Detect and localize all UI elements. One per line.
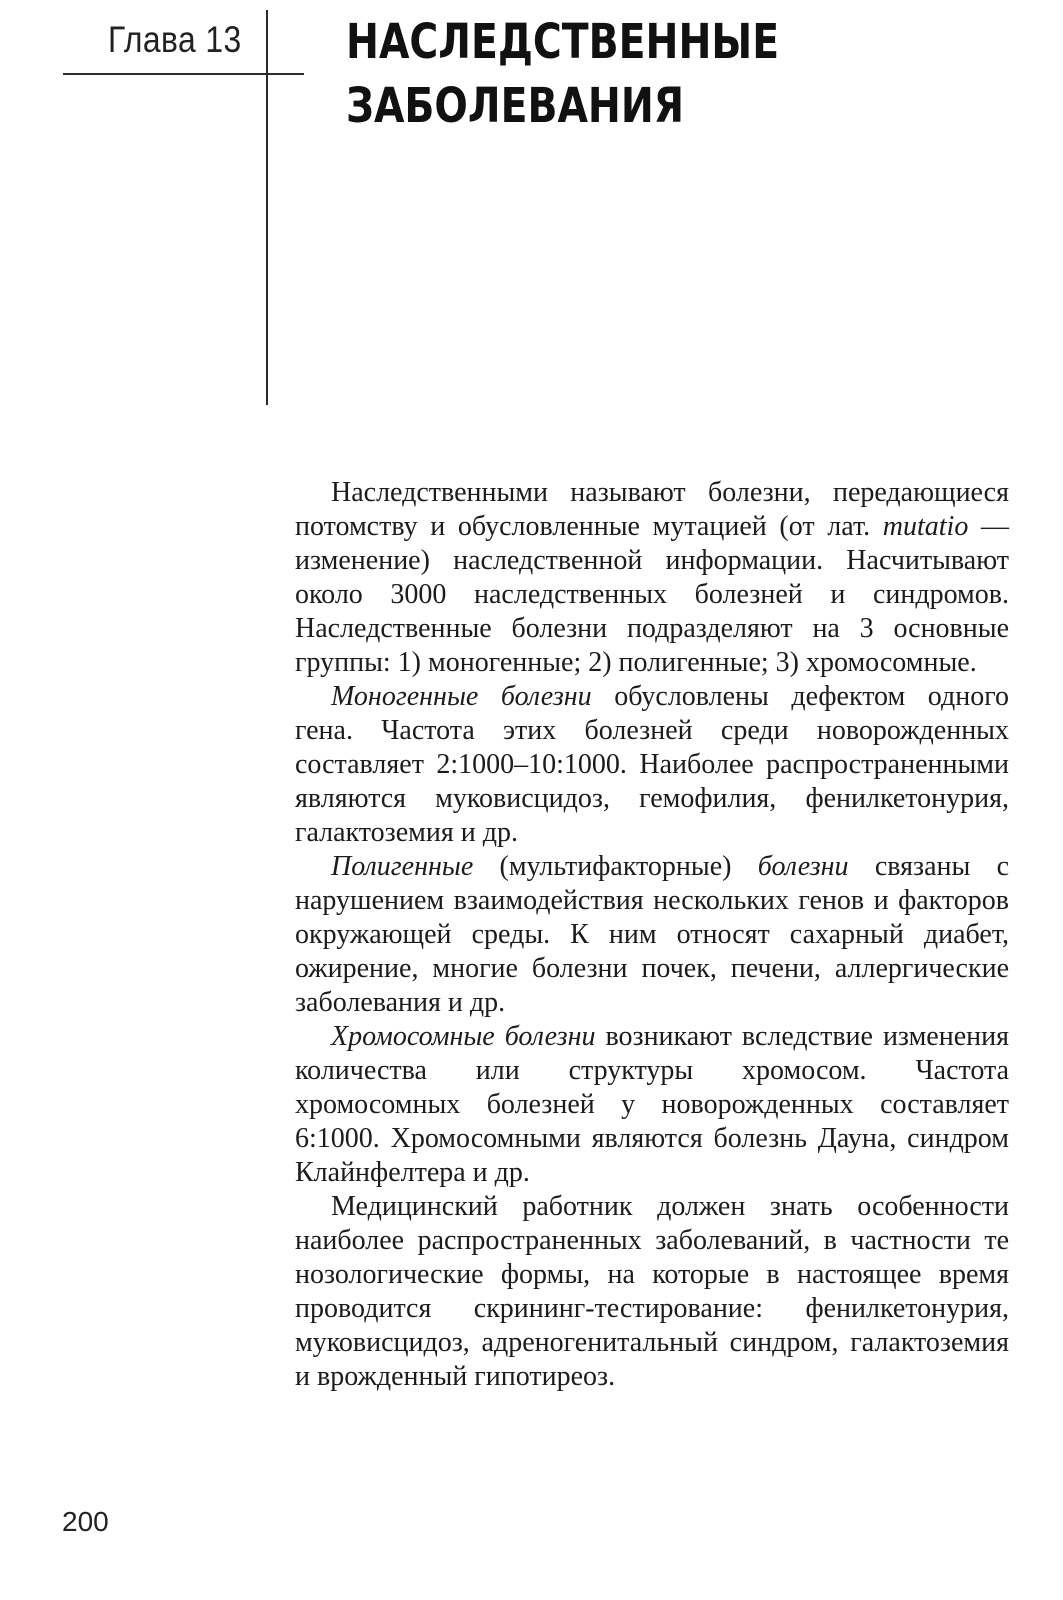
body-text <box>295 476 1009 1394</box>
term-polygenic: Полигенные <box>331 851 474 882</box>
chapter-title-line-2: ЗАБОЛЕВАНИЯ <box>346 78 685 134</box>
paragraph-polygenic-text-b: связаны с нарушением взаимодействия нескольких генов и факторов окружающей среды. К ним относят сахарный диабет, ожирение, многие болезни почек, печени, аллергические заболевания и др. <box>295 851 1009 1018</box>
paragraph-polygenic-text-a: (мультифакторные) <box>473 851 758 882</box>
term-diseases: болезни <box>757 851 849 882</box>
chapter-label: Глава 13 <box>108 19 242 60</box>
paragraph-monogenic <box>295 680 1009 850</box>
header-rule-vertical <box>266 10 268 405</box>
latin-term: mutatio <box>882 511 969 542</box>
paragraph-intro <box>295 476 1009 680</box>
paragraph-intro-text-a: Наследственными называют болезни, передающиеся потомству и обусловленные мутацией (от лат. <box>295 477 1009 542</box>
paragraph-intro-text-b: — изменение) наследственной информации. Насчитывают около 3000 наследственных болезней и синдромов. Наследственные болезни подразделяют на 3 основные группы: 1) моногенные; 2) полигенные; 3) хромосомные. <box>295 511 1009 678</box>
paragraph-polygenic <box>295 850 1009 1020</box>
page-number: 200 <box>62 1506 109 1537</box>
paragraph-chromosomal-text: возникают вследствие изменения количества или структуры хромосом. Частота хромосомных болезней у новорожденных составляет 6:1000. Хромосомными являются болезнь Дауна, синдром Клайнфелтера и др. <box>295 1021 1009 1188</box>
term-chromosomal: Хромосомные болезни <box>331 1021 596 1052</box>
paragraph-chromosomal <box>295 1020 1009 1190</box>
term-monogenic: Моногенные болезни <box>331 681 592 712</box>
paragraph-screening <box>295 1190 1009 1394</box>
chapter-title-line-1: НАСЛЕДСТВЕННЫЕ <box>346 14 780 70</box>
paragraph-monogenic-text: обусловлены дефектом одного гена. Частота этих болезней среди новорожденных составляет 2:1000–10:1000. Наиболее распространенными являются муковисцидоз, гемофилия, фенилкетонурия, галактоземия и др. <box>295 681 1009 848</box>
paragraph-screening-text: Медицинский работник должен знать особенности наиболее распространенных заболеваний, в частности те нозологические формы, на которые в настоящее время проводится скрининг-тестирование: фенилкетонурия, муковисцидоз, адреногенитальный синдром, галактоземия и врожденный гипотиреоз. <box>295 1191 1009 1392</box>
chapter-title <box>346 10 904 138</box>
